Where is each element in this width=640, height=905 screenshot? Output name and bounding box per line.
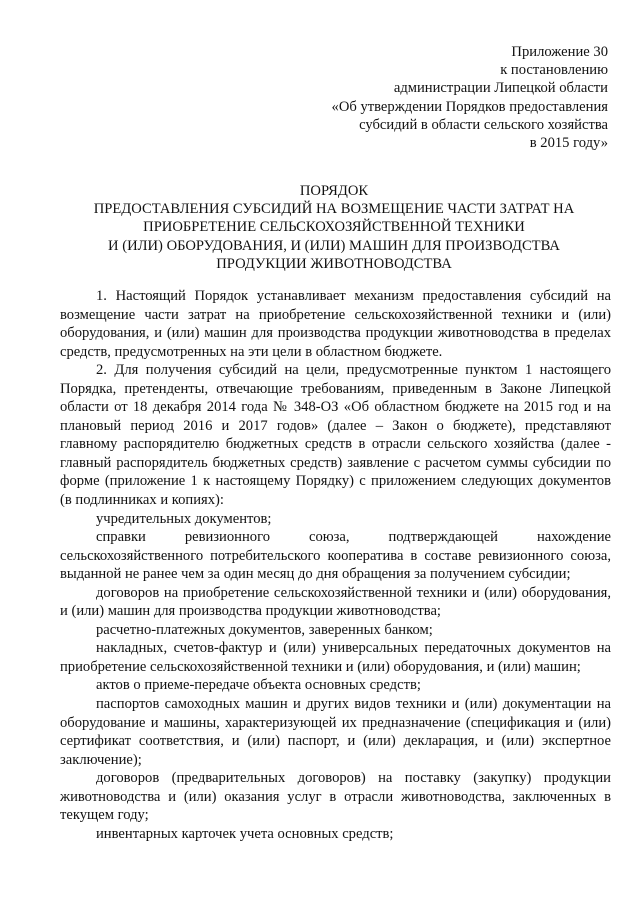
list-item: договоров на приобретение сельскохозяйственной техники и (или) оборудования, и (или) машин для производства продукции животноводства; — [60, 584, 611, 620]
list-item: актов о приеме-передаче объекта основных средств; — [96, 677, 421, 694]
list-item: учредительных документов; — [96, 510, 272, 527]
title-line: ПРИОБРЕТЕНИЕ СЕЛЬСКОХОЗЯЙСТВЕННОЙ ТЕХНИКИ — [143, 219, 525, 236]
title-line: И (ИЛИ) ОБОРУДОВАНИЯ, И (ИЛИ) МАШИН ДЛЯ ПРОИЗВОДСТВА — [108, 237, 560, 254]
document-title — [60, 182, 608, 273]
appendix-year: в 2015 году» — [529, 135, 608, 152]
title-line: ПРЕДОСТАВЛЕНИЯ СУБСИДИЙ НА ВОЗМЕЩЕНИЕ ЧАСТИ ЗАТРАТ НА — [93, 201, 575, 218]
list-item: договоров (предварительных договоров) на поставку (закупку) продукции животноводства и (или) оказания услуг в отрасли животноводства, заключенных в текущем году; — [60, 770, 611, 824]
document-body — [60, 287, 611, 843]
list-item: справки ревизионного союза, подтверждающей нахождение сельскохозяйственного потребительского кооператива в составе ревизионного союза, выданной не ранее чем за один месяц до дня обращения за получением субсидии; — [60, 529, 611, 583]
paragraph-1: 1. Настоящий Порядок устанавливает механизм предоставления субсидий на возмещение части затрат на приобретение сельскохозяйственной техники и (или) оборудования, и (или) машин для производства продукции животноводства в пределах средств, предусмотренных на эти цели в областном бюджете. — [60, 288, 611, 360]
appendix-ref-line: к постановлению — [500, 62, 608, 79]
appendix-resolution-title: «Об утверждении Порядков предоставления — [331, 98, 608, 115]
appendix-resolution-title-cont: субсидий в области сельского хозяйства — [359, 116, 608, 133]
list-item: расчетно-платежных документов, заверенных банком; — [96, 621, 433, 638]
list-item: накладных, счетов-фактур и (или) универсальных передаточных документов на приобретение сельскохозяйственной техники и (или) оборудования, и (или) машин; — [60, 640, 611, 675]
list-item: паспортов самоходных машин и других видов техники и (или) документации на оборудование и машины, характеризующей их предназначение (спецификация и (или) сертификат соответствия, и (или) паспорт, и (или) декларация, и (или) экспертное заключение); — [60, 696, 611, 768]
title-heading: ПОРЯДОК — [299, 183, 369, 199]
appendix-authority: администрации Липецкой области — [393, 80, 608, 97]
appendix-number: Приложение 30 — [511, 44, 608, 60]
title-line: ПРОДУКЦИИ ЖИВОТНОВОДСТВА — [216, 255, 452, 272]
appendix-header — [278, 43, 608, 152]
list-item: инвентарных карточек учета основных средств; — [96, 825, 394, 842]
paragraph-2: 2. Для получения субсидий на цели, предусмотренные пунктом 1 настоящего Порядка, претенденты, отвечающие требованиям, приведенным в Законе Липецкой области от 18 декабря 2014 года № 348-ОЗ «Об областном бюджете на 2015 год и на плановый период 2016 и 2017 годов» (далее – Закон о бюджете), представляют главному распорядителю бюджетных средств в отрасли сельского хозяйства (далее - главный распорядитель бюджетных средств) заявление с расчетом суммы субсидии по форме (приложение 1 к настоящему Порядку) с приложением следующих документов (в подлинниках и копиях): — [60, 362, 611, 509]
